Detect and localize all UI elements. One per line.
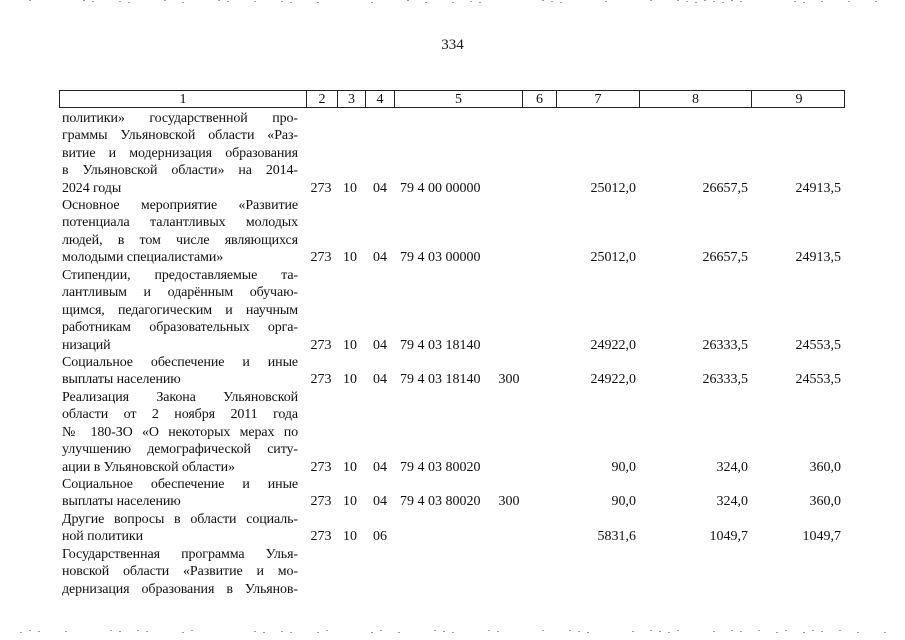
scan-edge-top [0,0,905,4]
cell-csr: 79 4 03 80020 [400,494,481,510]
cell-y3: 24553,5 [795,337,841,353]
scan-speckle [20,632,22,633]
cell-csr: 79 4 00 00000 [400,180,481,196]
row-description-line: Другие вопросы в области социаль- [62,512,298,527]
row-description-line: Социальное обеспечение и иные [62,477,298,492]
scan-speckle [281,1,283,2]
cell-ved: 273 [310,494,332,510]
cell-rz: 10 [343,180,357,196]
scan-speckle [398,632,400,633]
header-cell-1: 1 [60,91,307,107]
scan-speckle [479,2,481,3]
scan-speckle [92,1,94,2]
cell-ved: 273 [310,180,332,196]
cell-pr: 04 [373,459,387,475]
scan-speckle [488,630,490,631]
cell-rz: 10 [343,250,357,266]
scan-speckle [425,2,427,3]
scan-speckle [128,2,130,3]
cell-y1: 24922,0 [590,372,636,388]
cell-csr: 79 4 03 80020 [400,459,481,475]
scan-speckle [452,2,454,3]
scan-speckle [119,1,121,2]
row-description-line: дернизация образования в Ульянов- [62,581,298,597]
scan-speckle [560,2,562,3]
cell-y1: 90,0 [611,494,636,510]
header-cell-7: 7 [557,91,640,107]
scan-speckle [731,630,733,631]
scan-speckle [263,632,265,633]
cell-ved: 273 [310,372,332,388]
row-description-line: выплаты населению [62,372,181,388]
scan-speckle [803,2,805,3]
row-description [62,476,298,511]
scan-speckle [713,631,715,632]
scan-speckle [29,0,31,1]
cell-csr: 79 4 03 18140 [400,372,481,388]
row-description-line: потенциала талантливых молодых [62,215,298,231]
cell-y3: 360,0 [809,494,841,510]
cell-rz: 10 [343,529,357,545]
row-description-line: работникам образовательных орга- [62,320,298,336]
cell-rz: 10 [343,459,357,475]
row-description-line: молодыми специалистами» [62,250,224,266]
row-description [62,389,298,476]
scan-speckle [146,631,148,632]
cell-ved: 273 [310,459,332,475]
scan-speckle [317,632,319,633]
cell-ved: 273 [310,250,332,266]
scan-speckle [578,631,580,632]
cell-y2: 26657,5 [702,250,748,266]
scan-speckle [542,0,544,1]
cell-pr: 04 [373,337,387,353]
row-description-line: области от 2 ноября 2011 года [62,407,298,423]
scan-speckle [740,1,742,2]
cell-y2: 26657,5 [702,180,748,196]
header-cell-8: 8 [640,91,752,107]
cell-y3: 360,0 [809,459,841,475]
scan-speckle [686,1,688,2]
scan-speckle [704,0,706,1]
cell-y2: 324,0 [716,494,748,510]
scan-speckle [182,632,184,633]
cell-y1: 25012,0 [590,180,636,196]
scan-speckle [380,630,382,631]
scan-speckle [497,631,499,632]
cell-pr: 06 [373,529,387,545]
scan-speckle [677,0,679,1]
cell-csr: 79 4 03 00000 [400,250,481,266]
scan-speckle [713,1,715,2]
row-description-line: Социальное обеспечение и иные [62,355,298,370]
row-description [62,546,298,598]
scan-speckle [371,2,373,3]
scan-speckle [650,630,652,631]
cell-vr: 300 [498,494,520,510]
scan-speckle [38,631,40,632]
scan-speckle [452,632,454,633]
scan-speckle [758,630,760,631]
cell-y3: 1049,7 [802,529,841,545]
scan-speckle [794,1,796,2]
row-description-line: ной политики [62,529,143,545]
row-description-line: низаций [62,337,111,353]
cell-pr: 04 [373,494,387,510]
row-description-line: Стипендии, предоставляемые та- [62,268,298,283]
cell-vr: 300 [498,372,520,388]
header-cell-3: 3 [338,91,366,107]
scan-speckle [821,1,823,2]
cell-rz: 10 [343,372,357,388]
scan-speckle [326,630,328,631]
cell-y2: 1049,7 [709,529,748,545]
row-description [62,511,298,546]
cell-y3: 24913,5 [795,250,841,266]
scan-speckle [290,632,292,633]
row-description-line: 2024 годы [62,180,122,196]
row-description-line: лантливым и одарённым обучаю- [62,285,298,301]
row-description [62,110,298,197]
row-description-line: № 180-ЗО «О некоторых мерах по [62,424,298,440]
row-description-line: Реализация Закона Ульяновской [62,390,298,405]
scan-speckle [227,1,229,2]
scan-speckle [695,2,697,3]
scan-speckle [191,630,193,631]
row-description [62,267,298,354]
scan-speckle [182,2,184,3]
cell-rz: 10 [343,494,357,510]
cell-ved: 273 [310,337,332,353]
cell-csr: 79 4 03 18140 [400,337,481,353]
scan-speckle [470,1,472,2]
cell-pr: 04 [373,180,387,196]
scan-speckle [857,632,859,633]
scan-speckle [281,631,283,632]
row-description-line: политики» государственной про- [62,111,298,126]
scan-speckle [371,632,373,633]
scan-speckle [443,631,445,632]
scan-speckle [254,631,256,632]
header-cell-2: 2 [307,91,338,107]
scan-edge-bottom [0,630,905,634]
cell-y1: 90,0 [611,459,636,475]
page-number: 334 [441,37,464,53]
cell-y3: 24913,5 [795,180,841,196]
scan-speckle [632,631,634,632]
scan-speckle [821,631,823,632]
scan-speckle [731,0,733,1]
scan-speckle [29,630,31,631]
scan-speckle [605,1,607,2]
scan-speckle [839,630,841,631]
row-description [62,197,298,267]
scan-speckle [803,632,805,633]
row-description-line: выплаты населению [62,494,181,510]
scan-speckle [722,2,724,3]
scan-speckle [83,0,85,1]
row-description-line: людей, в том числе являющихся [62,232,298,248]
cell-rz: 10 [343,337,357,353]
scan-speckle [785,630,787,631]
scan-speckle [164,0,166,1]
row-description [62,354,298,389]
cell-y1: 5831,6 [597,529,636,545]
row-description-line: Основное мероприятие «Развитие [62,198,298,213]
scan-speckle [848,1,850,2]
scan-speckle [551,1,553,2]
scan-speckle [587,632,589,633]
header-cell-6: 6 [523,91,557,107]
row-description-line: новской области «Развитие и мо- [62,564,298,580]
row-description-line: щимся, педагогическим и научным [62,302,298,318]
scan-speckle [875,1,877,2]
cell-y3: 24553,5 [795,372,841,388]
scan-speckle [137,630,139,631]
scan-speckle [407,0,409,1]
scan-speckle [776,632,778,633]
scan-speckle [254,1,256,2]
cell-y2: 324,0 [716,459,748,475]
scan-speckle [659,631,661,632]
cell-pr: 04 [373,372,387,388]
header-cell-4: 4 [366,91,395,107]
scan-speckle [740,631,742,632]
scan-speckle [677,630,679,631]
cell-pr: 04 [373,250,387,266]
scan-speckle [290,2,292,3]
row-description-line: улучшению демографической ситу- [62,442,298,458]
row-description-line: Государственная программа Улья- [62,547,298,562]
scan-speckle [569,630,571,631]
cell-y2: 26333,5 [702,337,748,353]
cell-y2: 26333,5 [702,372,748,388]
scan-speckle [650,0,652,1]
scan-speckle [812,630,814,631]
scan-speckle [542,630,544,631]
scan-speckle [434,630,436,631]
header-cell-9: 9 [795,92,803,107]
scan-speckle [65,631,67,632]
cell-ved: 273 [310,529,332,545]
header-cell-5: 5 [395,91,523,107]
row-description-line: витие и модернизация образования [62,145,298,161]
cell-y1: 25012,0 [590,250,636,266]
table-header [59,90,845,108]
scan-speckle [218,0,220,1]
row-description-line: в Ульяновской области» на 2014- [62,163,298,179]
cell-y1: 24922,0 [590,337,636,353]
scan-speckle [317,2,319,3]
row-description-line: ации в Ульяновской области» [62,459,235,475]
scan-speckle [668,632,670,633]
scan-speckle [884,632,886,633]
scan-speckle [110,630,112,631]
row-description-line: граммы Ульяновской области «Раз- [62,128,298,144]
scan-speckle [119,631,121,632]
